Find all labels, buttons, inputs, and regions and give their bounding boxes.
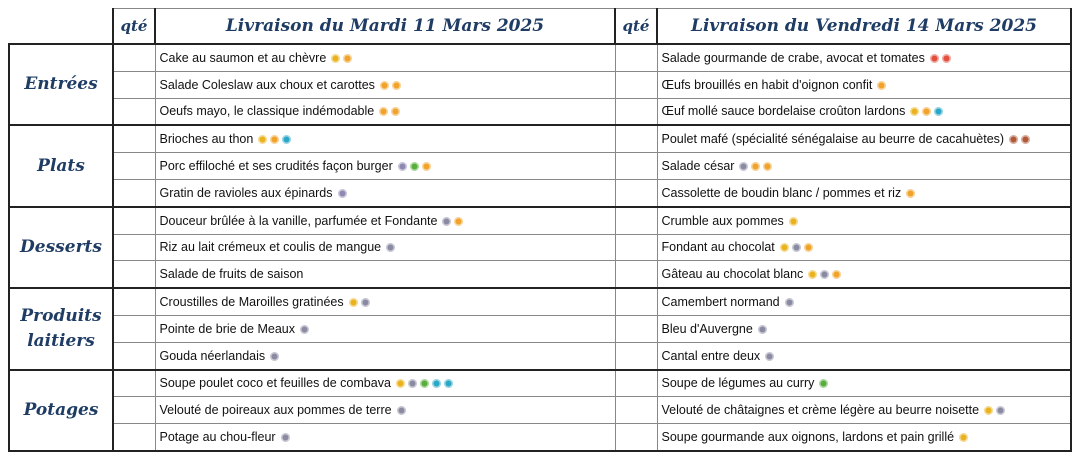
- dish-cell-day2: [657, 315, 1071, 342]
- dish-cell-day2: [657, 125, 1071, 152]
- qty-input-day2[interactable]: [615, 207, 657, 234]
- dish-cell-day2: [657, 397, 1071, 424]
- menu-row: [9, 98, 1071, 125]
- menu-row: [9, 207, 1071, 234]
- qty-input-day1[interactable]: [113, 234, 155, 261]
- dish-name: Salade Coleslaw aux choux et carottes: [159, 77, 375, 92]
- menu-row: [9, 315, 1071, 342]
- dish-cell-day1: [155, 370, 615, 397]
- yellow-allergen-icon: [984, 406, 993, 415]
- allergen-tags: [786, 214, 798, 228]
- category-label: Desserts: [9, 207, 113, 288]
- dish-cell-day2: [657, 288, 1071, 315]
- gray-allergen-icon: [408, 379, 417, 388]
- teal-allergen-icon: [444, 379, 453, 388]
- dish-cell-day2: [657, 44, 1071, 71]
- dish-cell-day1: [155, 125, 615, 152]
- dish-cell-day2: [657, 261, 1071, 288]
- qty-input-day1[interactable]: [113, 98, 155, 125]
- gray-allergen-icon: [820, 270, 829, 279]
- yellow-allergen-icon: [910, 107, 919, 116]
- qty-header-day1: qté: [113, 9, 155, 45]
- dish-cell-day1: [155, 71, 615, 98]
- dish-cell-day2: [657, 179, 1071, 206]
- delivery-header-day1: Livraison du Mardi 11 Mars 2025: [155, 9, 615, 45]
- dish-name: Cantal entre deux: [661, 348, 761, 363]
- menu-row: [9, 125, 1071, 152]
- gray-allergen-icon: [765, 352, 774, 361]
- brown-allergen-icon: [1009, 135, 1018, 144]
- teal-allergen-icon: [934, 107, 943, 116]
- allergen-tags: [777, 240, 813, 254]
- allergen-tags: [335, 186, 347, 200]
- orange-allergen-icon: [832, 270, 841, 279]
- qty-input-day1[interactable]: [113, 71, 155, 98]
- allergen-tags: [782, 295, 794, 309]
- qty-input-day2[interactable]: [615, 315, 657, 342]
- yellow-allergen-icon: [258, 135, 267, 144]
- dish-name: Brioches au thon: [159, 132, 254, 147]
- qty-input-day2[interactable]: [615, 397, 657, 424]
- qty-input-day2[interactable]: [615, 98, 657, 125]
- teal-allergen-icon: [282, 135, 291, 144]
- qty-input-day2[interactable]: [615, 288, 657, 315]
- yellow-allergen-icon: [349, 298, 358, 307]
- yellow-allergen-icon: [808, 270, 817, 279]
- orange-allergen-icon: [391, 107, 400, 116]
- dish-cell-day1: [155, 153, 615, 180]
- green-allergen-icon: [420, 379, 429, 388]
- allergen-tags: [255, 132, 291, 146]
- orange-allergen-icon: [379, 107, 388, 116]
- header-corner: [9, 9, 113, 45]
- dish-name: Salade césar: [661, 159, 735, 174]
- dish-name: Croustilles de Maroilles gratinées: [159, 295, 344, 310]
- qty-input-day2[interactable]: [615, 234, 657, 261]
- gray-allergen-icon: [739, 162, 748, 171]
- dish-name: Bleu d'Auvergne: [661, 321, 753, 336]
- allergen-tags: [393, 376, 453, 390]
- yellow-allergen-icon: [789, 217, 798, 226]
- allergen-tags: [439, 214, 463, 228]
- qty-header-day2: qté: [615, 9, 657, 45]
- dish-cell-day1: [155, 98, 615, 125]
- qty-input-day2[interactable]: [615, 44, 657, 71]
- dish-name: Oeufs mayo, le classique indémodable: [159, 104, 375, 119]
- allergen-tags: [383, 240, 395, 254]
- allergen-tags: [762, 349, 774, 363]
- orange-allergen-icon: [877, 81, 886, 90]
- dish-cell-day1: [155, 234, 615, 261]
- dish-cell-day1: [155, 315, 615, 342]
- purple-allergen-icon: [398, 162, 407, 171]
- dish-name: Gouda néerlandais: [159, 348, 266, 363]
- yellow-allergen-icon: [780, 243, 789, 252]
- dish-name: Œuf mollé sauce bordelaise croûton lardons: [661, 104, 906, 119]
- dish-name: Soupe gourmande aux oignons, lardons et pain grillé: [661, 430, 955, 445]
- dish-name: Salade gourmande de crabe, avocat et tomates: [661, 50, 925, 65]
- qty-input-day2[interactable]: [615, 179, 657, 206]
- dish-name: Salade de fruits de saison: [159, 267, 304, 282]
- dish-name: Velouté de châtaignes et crème légère au beurre noisette: [661, 403, 980, 418]
- qty-input-day2[interactable]: [615, 261, 657, 288]
- dish-cell-day2: [657, 207, 1071, 234]
- qty-input-day1[interactable]: [113, 207, 155, 234]
- qty-input-day2[interactable]: [615, 71, 657, 98]
- dish-cell-day2: [657, 71, 1071, 98]
- orange-allergen-icon: [751, 162, 760, 171]
- gray-allergen-icon: [281, 433, 290, 442]
- dish-cell-day1: [155, 424, 615, 451]
- dish-cell-day2: [657, 424, 1071, 451]
- qty-input-day1[interactable]: [113, 153, 155, 180]
- allergen-tags: [956, 430, 968, 444]
- category-label: Produits laitiers: [9, 288, 113, 369]
- orange-allergen-icon: [763, 162, 772, 171]
- gray-allergen-icon: [397, 406, 406, 415]
- allergen-tags: [907, 104, 943, 118]
- menu-row: [9, 288, 1071, 315]
- delivery-header-day2: Livraison du Vendredi 14 Mars 2025: [657, 9, 1071, 45]
- dish-cell-day1: [155, 261, 615, 288]
- gray-allergen-icon: [442, 217, 451, 226]
- orange-allergen-icon: [343, 54, 352, 63]
- allergen-tags: [278, 430, 290, 444]
- dish-cell-day1: [155, 207, 615, 234]
- qty-input-day2[interactable]: [615, 370, 657, 397]
- red-allergen-icon: [930, 54, 939, 63]
- brown-allergen-icon: [1021, 135, 1030, 144]
- dish-cell-day2: [657, 153, 1071, 180]
- qty-input-day2[interactable]: [615, 424, 657, 451]
- dish-name: Pointe de brie de Meaux: [159, 321, 296, 336]
- menu-row: [9, 397, 1071, 424]
- dish-cell-day2: [657, 98, 1071, 125]
- allergen-tags: [267, 349, 279, 363]
- orange-allergen-icon: [422, 162, 431, 171]
- dish-name: Porc effiloché et ses crudités façon burger: [159, 159, 393, 174]
- gray-allergen-icon: [996, 406, 1005, 415]
- dish-cell-day1: [155, 44, 615, 71]
- allergen-tags: [755, 322, 767, 336]
- dish-name: Potage au chou-fleur: [159, 430, 276, 445]
- allergen-tags: [395, 159, 431, 173]
- orange-allergen-icon: [454, 217, 463, 226]
- allergen-tags: [1006, 132, 1030, 146]
- menu-row: [9, 342, 1071, 369]
- dish-cell-day2: [657, 234, 1071, 261]
- allergen-tags: [927, 51, 951, 65]
- menu-body: [9, 44, 1071, 451]
- qty-input-day1[interactable]: [113, 288, 155, 315]
- yellow-allergen-icon: [959, 433, 968, 442]
- orange-allergen-icon: [906, 189, 915, 198]
- allergen-tags: [903, 186, 915, 200]
- qty-input-day1[interactable]: [113, 261, 155, 288]
- dish-name: Crumble aux pommes: [661, 213, 784, 228]
- qty-input-day1[interactable]: [113, 397, 155, 424]
- yellow-allergen-icon: [331, 54, 340, 63]
- dish-name: Œufs brouillés en habit d'oignon confit: [661, 77, 873, 92]
- menu-row: [9, 234, 1071, 261]
- qty-input-day2[interactable]: [615, 342, 657, 369]
- qty-input-day2[interactable]: [615, 153, 657, 180]
- purple-allergen-icon: [338, 189, 347, 198]
- dish-cell-day2: [657, 342, 1071, 369]
- dish-name: Poulet mafé (spécialité sénégalaise au beurre de cacahuètes): [661, 132, 1005, 147]
- menu-table: [8, 8, 1072, 452]
- gray-allergen-icon: [270, 352, 279, 361]
- dish-name: Cassolette de boudin blanc / pommes et riz: [661, 185, 902, 200]
- qty-input-day1[interactable]: [113, 342, 155, 369]
- dish-name: Soupe poulet coco et feuilles de combava: [159, 376, 391, 391]
- dish-name: Gâteau au chocolat blanc: [661, 267, 804, 282]
- menu-row: [9, 370, 1071, 397]
- dish-name: Velouté de poireaux aux pommes de terre: [159, 403, 392, 418]
- dish-name: Gratin de ravioles aux épinards: [159, 185, 333, 200]
- allergen-tags: [805, 267, 841, 281]
- header-row: [9, 9, 1071, 45]
- allergen-tags: [297, 322, 309, 336]
- allergen-tags: [981, 403, 1005, 417]
- allergen-tags: [346, 295, 370, 309]
- green-allergen-icon: [410, 162, 419, 171]
- dish-cell-day1: [155, 288, 615, 315]
- allergen-tags: [328, 51, 352, 65]
- category-label: Plats: [9, 125, 113, 206]
- orange-allergen-icon: [380, 81, 389, 90]
- green-allergen-icon: [819, 379, 828, 388]
- dish-cell-day2: [657, 370, 1071, 397]
- dish-name: Fondant au chocolat: [661, 240, 775, 255]
- allergen-tags: [377, 78, 401, 92]
- gray-allergen-icon: [300, 325, 309, 334]
- dish-cell-day1: [155, 342, 615, 369]
- menu-row: [9, 153, 1071, 180]
- dish-name: Camembert normand: [661, 295, 780, 310]
- dish-name: Cake au saumon et au chèvre: [159, 50, 327, 65]
- teal-allergen-icon: [432, 379, 441, 388]
- qty-input-day1[interactable]: [113, 424, 155, 451]
- allergen-tags: [736, 159, 772, 173]
- category-label: Entrées: [9, 44, 113, 125]
- dish-cell-day1: [155, 179, 615, 206]
- qty-input-day1[interactable]: [113, 125, 155, 152]
- qty-input-day2[interactable]: [615, 125, 657, 152]
- dish-name: Soupe de légumes au curry: [661, 376, 815, 391]
- menu-row: [9, 71, 1071, 98]
- orange-allergen-icon: [270, 135, 279, 144]
- gray-allergen-icon: [361, 298, 370, 307]
- gray-allergen-icon: [785, 298, 794, 307]
- red-allergen-icon: [942, 54, 951, 63]
- orange-allergen-icon: [922, 107, 931, 116]
- allergen-tags: [394, 403, 406, 417]
- menu-row: [9, 44, 1071, 71]
- category-label: Potages: [9, 370, 113, 451]
- allergen-tags: [874, 78, 886, 92]
- dish-name: Douceur brûlée à la vanille, parfumée et Fondante: [159, 213, 438, 228]
- qty-input-day1[interactable]: [113, 44, 155, 71]
- qty-input-day1[interactable]: [113, 179, 155, 206]
- qty-input-day1[interactable]: [113, 315, 155, 342]
- menu-row: [9, 424, 1071, 451]
- allergen-tags: [376, 104, 400, 118]
- orange-allergen-icon: [804, 243, 813, 252]
- orange-allergen-icon: [392, 81, 401, 90]
- gray-allergen-icon: [758, 325, 767, 334]
- qty-input-day1[interactable]: [113, 370, 155, 397]
- menu-row: [9, 261, 1071, 288]
- allergen-tags: [816, 376, 828, 390]
- menu-row: [9, 179, 1071, 206]
- gray-allergen-icon: [386, 243, 395, 252]
- yellow-allergen-icon: [396, 379, 405, 388]
- dish-name: Riz au lait crémeux et coulis de mangue: [159, 240, 382, 255]
- dish-cell-day1: [155, 397, 615, 424]
- gray-allergen-icon: [792, 243, 801, 252]
